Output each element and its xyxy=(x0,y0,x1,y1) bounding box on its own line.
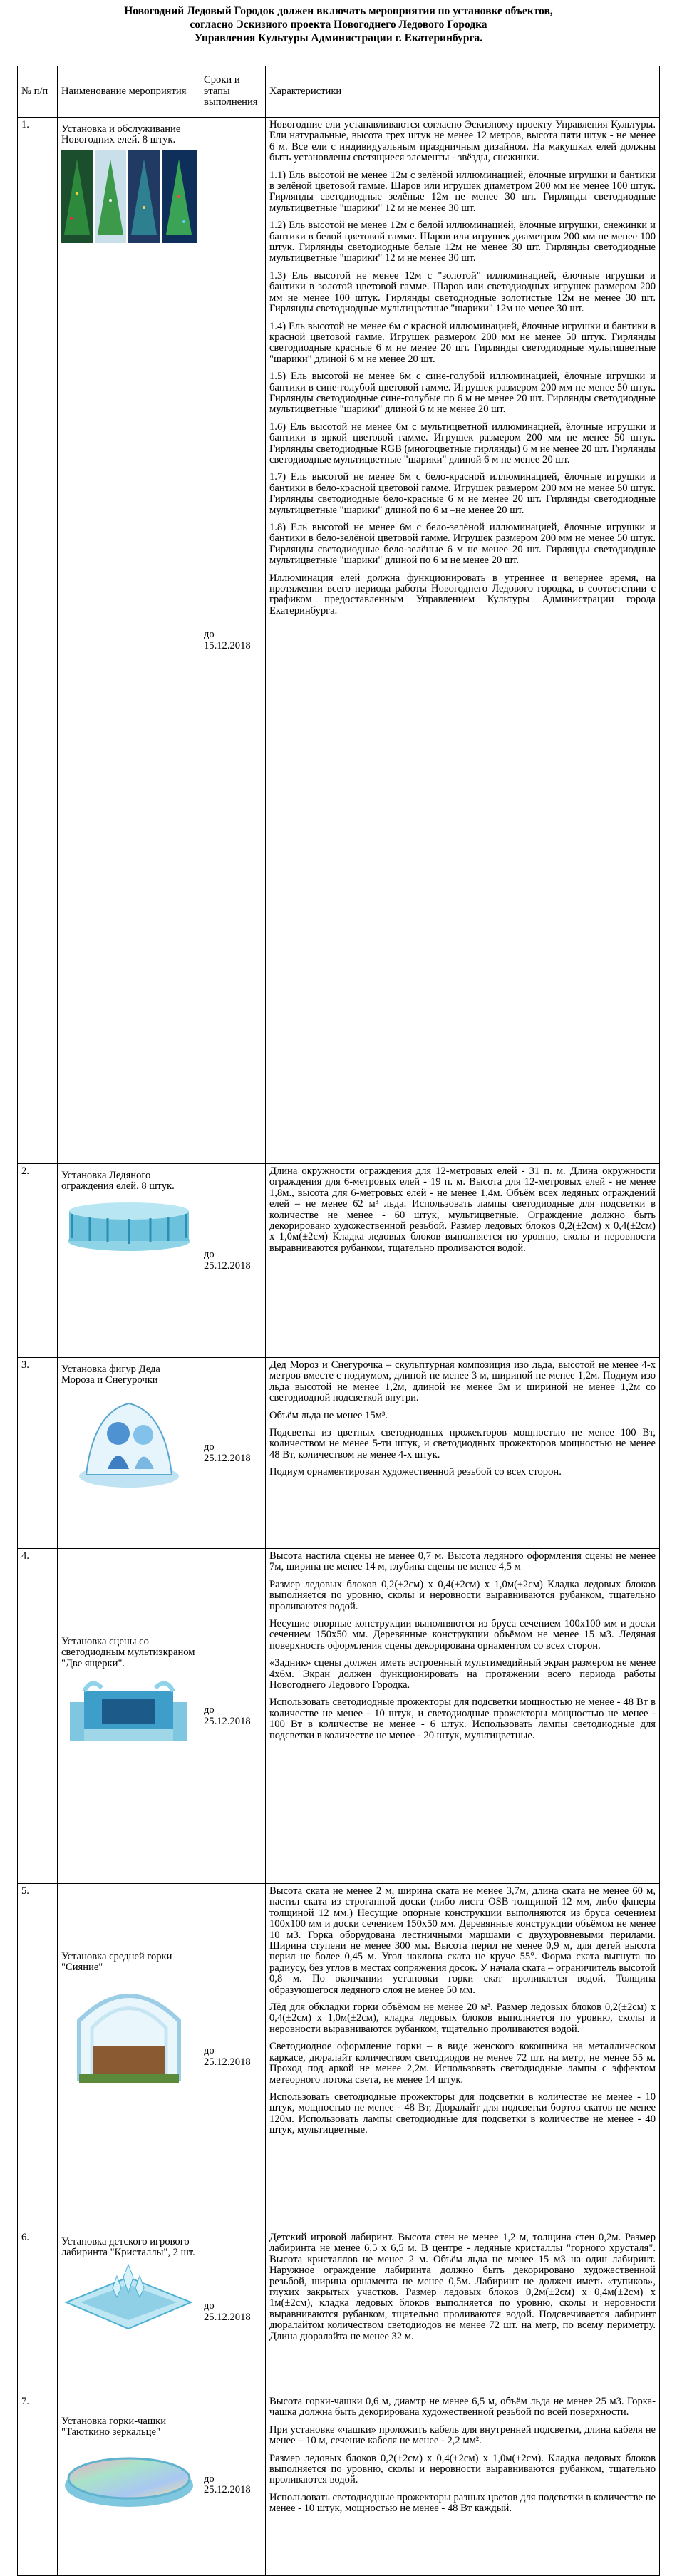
table-row xyxy=(18,2230,660,2394)
row-num: 7. xyxy=(18,2394,58,2576)
table-row xyxy=(18,2394,660,2576)
row-num: 1. xyxy=(18,118,58,1164)
header-chars: Характеристики xyxy=(266,66,660,118)
row-name-cell xyxy=(58,1358,200,1549)
slide-siyanie-image xyxy=(72,1978,186,2085)
paragraph: При установке «чашки» проложить кабель для внутренней подсветки, длина кабеля не менее – 10 м, сечение кабеля не менее - 2,2 мм². xyxy=(269,2423,656,2447)
paragraph: Дед Мороз и Снегурочка – скульптурная композиция изо льда, высотой не менее 4-х метров вместе с подиумом, длиной не менее 3 м, шириной не менее 1,2м. Подиум изо льда высотой не менее 1,2м, длиной не менее 3м и шириной не менее 1,2м со светодиодной подсветкой внутри. xyxy=(269,1359,656,1404)
row-characteristics xyxy=(266,1164,660,1358)
row-characteristics xyxy=(266,118,660,1164)
row-num: 4. xyxy=(18,1549,58,1884)
row-num: 5. xyxy=(18,1884,58,2230)
events-table xyxy=(17,66,660,2576)
header-deadline: Сроки и этапы выполнения xyxy=(200,66,266,118)
row-name: Установка Ледяного ограждения елей. 8 штук. xyxy=(61,1170,175,1192)
paragraph: Лёд для обкладки горки объёмом не менее 20 м³. Размер ледовых блоков 0,2(±2см) х 0,4(±2см) х 1,0м(±2см), кладка ледовых блоков выполняется по уровню, сколы и неровности выравниваются рубанком, тщательно проливаются водой. xyxy=(269,2001,656,2035)
paragraph: Высота ската не менее 2 м, ширина ската не менее 3,7м, длина ската не менее 60 м, настил ската из строганной доски (либо листа OSB толщиной 12 мм, либо фанеры толщиной 12 мм.) Несущие опорные конструкции выполняются из бруса сечением 100х100 мм и доски сечением 150х50 мм. Деревянные конструкции объёмом не менее 10 м3. Горка оборудована лестничными маршами с двухуровневыми перилами. Ширина ступени не менее 300 мм. Высота перил не менее 0,9 м, для детей высота перил не более 0,45 м. Угол наклона ската не круче 55°. Форма ската выгнута по радиусу, без углов в местах сопряжения досок. У начала ската – ограничитель высотой 0,8 м. По окончании установки горки скат проливается водой. Толщина образующегося ледяного слоя не менее 50 мм. xyxy=(269,1885,656,1996)
paragraph: Использовать светодиодные прожекторы разных цветов для подсветки в количестве не менее - 10 штук, мощностью не менее - 48 Вт каждый. xyxy=(269,2491,656,2515)
row-characteristics xyxy=(266,2230,660,2394)
row-name: Установка и обслуживание Новогодних елей. 8 штук. xyxy=(61,123,181,146)
paragraph: «Задник» сцены должен иметь встроенный мультимедийный экран размером не менее 4х6м. Экран должен функционировать на протяжении всего периода работы Новогоднего Ледового Городка. xyxy=(269,1657,656,1691)
paragraph: Использовать светодиодные прожекторы для подсветки мощностью не менее - 48 Вт в количестве не менее - 10 штук, и светодиодные прожекторы мощностью не менее - 100 Вт в количестве не менее - 6 штук. Использовать лампы светодиодные для подсветки в количестве не менее - 20 штук, мультицветные. xyxy=(269,1696,656,1741)
row-deadline: до 25.12.2018 xyxy=(200,1358,266,1549)
title-line-2: согласно Эскизного проекта Новогоднего Ледового Городка xyxy=(190,19,487,31)
labyrinth-kristally-image xyxy=(63,2263,195,2331)
ice-fence-image xyxy=(65,1197,193,1254)
row-name-cell xyxy=(58,1884,200,2230)
row-name-cell xyxy=(58,1549,200,1884)
title-line-3: Управления Культуры Администрации г. Екатеринбурга. xyxy=(194,32,483,44)
paragraph: 1.3) Ель высотой не менее 12м с "золотой" иллюминацией, ёлочные игрушки и бантики в золотой цветовой гамме. Шаров или светодиодных игрушек размером 200 мм не менее 100 штук. Гирлянды светодиодные золотистые 12м не менее 30 шт. Гирлянды светодиодные мультицветные "шарики" 12м не менее 30 шт. xyxy=(269,269,656,315)
paragraph: Длина окружности ограждения для 12-метровых елей - 31 п. м. Длина окружности ограждения для 6-метровых елей - 19 п. м. Высота для 12-метровых елей - не менее 1,8м., высота для 6-метровых елей - не менее 1,4м. Объём всех ледяных ограждений елей – не менее 62 м³ льда. Использовать лампы светодиодные для подсветки в количестве не менее - 60 штук, мультицветные. Ограждение должно быть декорировано художественной резьбой. Размер ледовых блоков 0,2(±2см) х 0,4(±2см) х 1,0м(±2см) Кладка ледовых блоков выполняется по уровню, сколы и неровности выравниваются рубанком, тщательно проливаются водой. xyxy=(269,1165,656,1254)
row-name: Установка средней горки "Сияние" xyxy=(61,1951,172,1974)
row-deadline: до 25.12.2018 xyxy=(200,2394,266,2576)
paragraph: Объём льда не менее 15м³. xyxy=(269,1409,388,1421)
stage-image xyxy=(63,1674,195,1752)
table-row xyxy=(18,1358,660,1549)
paragraph: Светодиодное оформление горки – в виде женского кокошника на металлическом каркасе, дюралайт количеством светодиодов не менее 72 шт. на метр, не менее 55 м. Проход под аркой не менее 2,2м. Использовать светодиодные лампы с эффектом метеорного потока света, не менее 14 штук. xyxy=(269,2041,656,2086)
row-deadline: до 25.12.2018 xyxy=(200,1884,266,2230)
row-deadline: до 15.12.2018 xyxy=(200,118,266,1164)
row-name: Установка детского игрового лабиринта "Кристаллы", 2 шт. xyxy=(61,2236,195,2259)
paragraph: 1.2) Ель высотой не менее 12м с белой иллюминацией, ёлочные игрушки, снежинки и бантики в белой цветовой гамме. Шаров или игрушек диаметром 200 мм не менее 100 штук. Гирлянды светодиодные белые 12м не менее 30 шт. Гирлянды светодиодные мультицветные "шарики" 12 м не менее 30 шт. xyxy=(269,220,656,264)
row-num: 3. xyxy=(18,1358,58,1549)
table-row xyxy=(18,118,660,1164)
row-deadline: до 25.12.2018 xyxy=(200,1164,266,1358)
paragraph: Несущие опорные конструкции выполняются из бруса сечением 100х100 мм и доски сечением 150х50 мм. Деревянные конструкции объёмом не менее 15 м3. Ледяная поверхность оформления сцены декорирована орнаментом со всех сторон. xyxy=(269,1618,656,1652)
table-row xyxy=(18,1164,660,1358)
row-characteristics xyxy=(266,2394,660,2576)
christmas-trees-image xyxy=(61,150,197,243)
row-num: 6. xyxy=(18,2230,58,2394)
paragraph: Высота горки-чашки 0,6 м, диамтр не менее 6,5 м, объём льда не менее 25 м3. Горка-чашка должна быть декорирована художественной резьбой по всей поверхности. xyxy=(269,2396,656,2418)
table-row xyxy=(18,1549,660,1884)
paragraph: Использовать светодиодные прожекторы для подсветки в количестве не менее - 10 штук, мощностью не менее - 48 Вт, Дюралайт для подсветки бортов скатов не менее 120м. Использовать лампы светодиодные для подсветки в количестве не менее - 40 штук, мультицветные. xyxy=(269,2091,656,2136)
paragraph: Детский игровой лабиринт. Высота стен не менее 1,2 м, толщина стен 0,2м. Размер лабиринта не менее 6,5 х 6,5 м. В центре - ледяные кристаллы "горного хрусталя". Высота кристаллов не менее 2 м. Объём льда не менее 15 м3 на один лабиринт. Наружное ограждение лабиринта должно быть декорировано художественной резьбой, ширина орнамента не менее 0,5м. Лабиринт не должен иметь «тупиков», глухих закрытых участков. Размер ледовых блоков 0,2м(±2см) х 0,4м(±2см) х 1м(±2см), кладка ледовых блоков выполняется по уровню, сколы и неровности выравниваются рубанком, тщательно проливаются водой. Подсвечивается лабиринт дюралайтом количеством светодиодов не менее 72 шт. на метр, по всему периметру. Длина дюралайта не менее 32 м. xyxy=(269,2232,656,2342)
paragraph: 1.8) Ель высотой не менее 6м с бело-зелёной иллюминацией, ёлочные игрушки и бантики в бело-зелёной цветовой гамме. Игрушек размером 200 мм не менее 50 штук. Гирлянды светодиодные бело-зелёные 6 м не менее 20 шт. Гирлянды светодиодные мультицветные "шарики" длиной по 6 м не менее 20 шт. xyxy=(269,522,656,567)
row-num: 2. xyxy=(18,1164,58,1358)
paragraph: Высота настила сцены не менее 0,7 м. Высота ледяного оформления сцены не менее 7м, ширина не менее 14 м, глубина сцены не менее 4,5 м xyxy=(269,1550,656,1573)
paragraph: 1.6) Ель высотой не менее 6м с мультицветной иллюминацией, ёлочные игрушки и бантики в яркой цветовой гамме. Игрушек размером 200 мм не менее 50 штук. Гирлянды светодиодные RGB (многоцветные гирлянды) 6 м не менее 20 шт. Гирлянды светодиодные мультицветные "шарики" длиной 6 м не менее 20 шт. xyxy=(269,421,656,465)
paragraph: Иллюминация елей должна функционировать в утреннее и вечернее время, на протяжении всего периода работы Новогоднего Ледового городка, в соответствии с графиком предоставленным Управлением Культуры Администрации города Екатеринбурга. xyxy=(269,572,656,617)
document-title xyxy=(0,4,677,45)
row-name-cell xyxy=(58,1164,200,1358)
paragraph: Размер ледовых блоков 0,2(±2см) х 0,4(±2см) х 1,0м(±2см). Кладка ледовых блоков выполняется по уровню, сколы и неровности выравниваются рубанком, тщательно проливаются водой. xyxy=(269,2452,656,2486)
title-line-1: Новогодний Ледовый Городок должен включать мероприятия по установке объектов, xyxy=(124,5,553,17)
row-characteristics xyxy=(266,1358,660,1549)
row-deadline: до 25.12.2018 xyxy=(200,2230,266,2394)
paragraph: Размер ледовых блоков 0,2(±2см) х 0,4(±2см) х 1,0м(±2см) Кладка ледовых блоков выполняется по уровню, сколы и неровности выравниваются рубанком, тщательно проливаются водой. xyxy=(269,1578,656,1612)
paragraph: Подсветка из цветных светодиодных прожекторов мощностью не менее 100 Вт, количеством не менее 5-ти штук, и светодиодных прожекторов мощностью не менее 48 Вт, количеством не менее 4-х штук. xyxy=(269,1427,656,1460)
table-row xyxy=(18,1884,660,2230)
paragraph: Подиум орнаментирован художественной резьбой со всех сторон. xyxy=(269,1466,562,1478)
paragraph: 1.4) Ель высотой не менее 6м с красной иллюминацией, ёлочные игрушки и бантики в красной цветовой гамме. Игрушек размером 200 мм не менее 50 штук. Гирлянды светодиодные красные 6 м не менее 20 шт. Гирлянды светодиодные мультицветные "шарики" длиной 6 м не менее 20 шт. xyxy=(269,320,656,365)
row-characteristics xyxy=(266,1884,660,2230)
table-header-row xyxy=(18,66,660,118)
header-name: Наименование мероприятия xyxy=(58,66,200,118)
paragraph: 1.5) Ель высотой не менее 6м с сине-голубой иллюминацией, ёлочные игрушки и бантики в сине-голубой цветовой гамме. Игрушек размером 200 мм не менее 50 штук. Гирлянды светодиодные сине-голубые по 6 м не менее 20 шт. Гирлянды светодиодные мультицветные "шарики" длиной 6 м не менее 20 шт. xyxy=(269,371,656,416)
row-deadline: до 25.12.2018 xyxy=(200,1549,266,1884)
row-name-cell xyxy=(58,2230,200,2394)
header-num: № п/п xyxy=(18,66,58,118)
paragraph: 1.1) Ель высотой не менее 12м с зелёной иллюминацией, ёлочные игрушки и бантики в зелёной цветовой гамме. Шаров или игрушек диаметром 200 мм не менее 100 штук. Гирлянды светодиодные зелёные 12м не менее 30 шт. Гирлянды светодиодные мультицветные "шарики" 12 м не менее 30 шт. xyxy=(269,169,656,214)
row-characteristics xyxy=(266,1549,660,1884)
row-name: Установка сцены со светодиодным мультиэкраном "Две ящерки". xyxy=(61,1636,195,1669)
paragraph: Новогодние ели устанавливаются согласно Эскизному проекту Управления Культуры. Ели натуральные, высота трех штук не менее 12 метров, высота пяти штук - не менее 6 м. Все ели с индивидуальным праздничным дизайном. На макушках елей должны быть установлены светящиеся элементы - звёзды, снежинки. xyxy=(269,119,656,164)
row-name: Установка фигур Деда Мороза и Снегурочки xyxy=(61,1364,160,1386)
slide-cup-image xyxy=(61,2443,197,2510)
ded-moroz-snegurochka-image xyxy=(72,1391,186,1490)
paragraph: 1.7) Ель высотой не менее 6м с бело-красной иллюминацией, ёлочные игрушки и бантики в бело-красной цветовой гамме. Игрушек размером 200 мм не менее 50 штук. Гирлянды светодиодные бело-красные 6 м не менее 20 шт. Гирлянды светодиодные мультицветные "шарики" длиной по 6 м –не менее 20 шт. xyxy=(269,471,656,516)
row-name: Установка горки-чашки "Таюткино зеркальце" xyxy=(61,2416,167,2438)
row-name-cell xyxy=(58,118,200,1164)
row-name-cell xyxy=(58,2394,200,2576)
